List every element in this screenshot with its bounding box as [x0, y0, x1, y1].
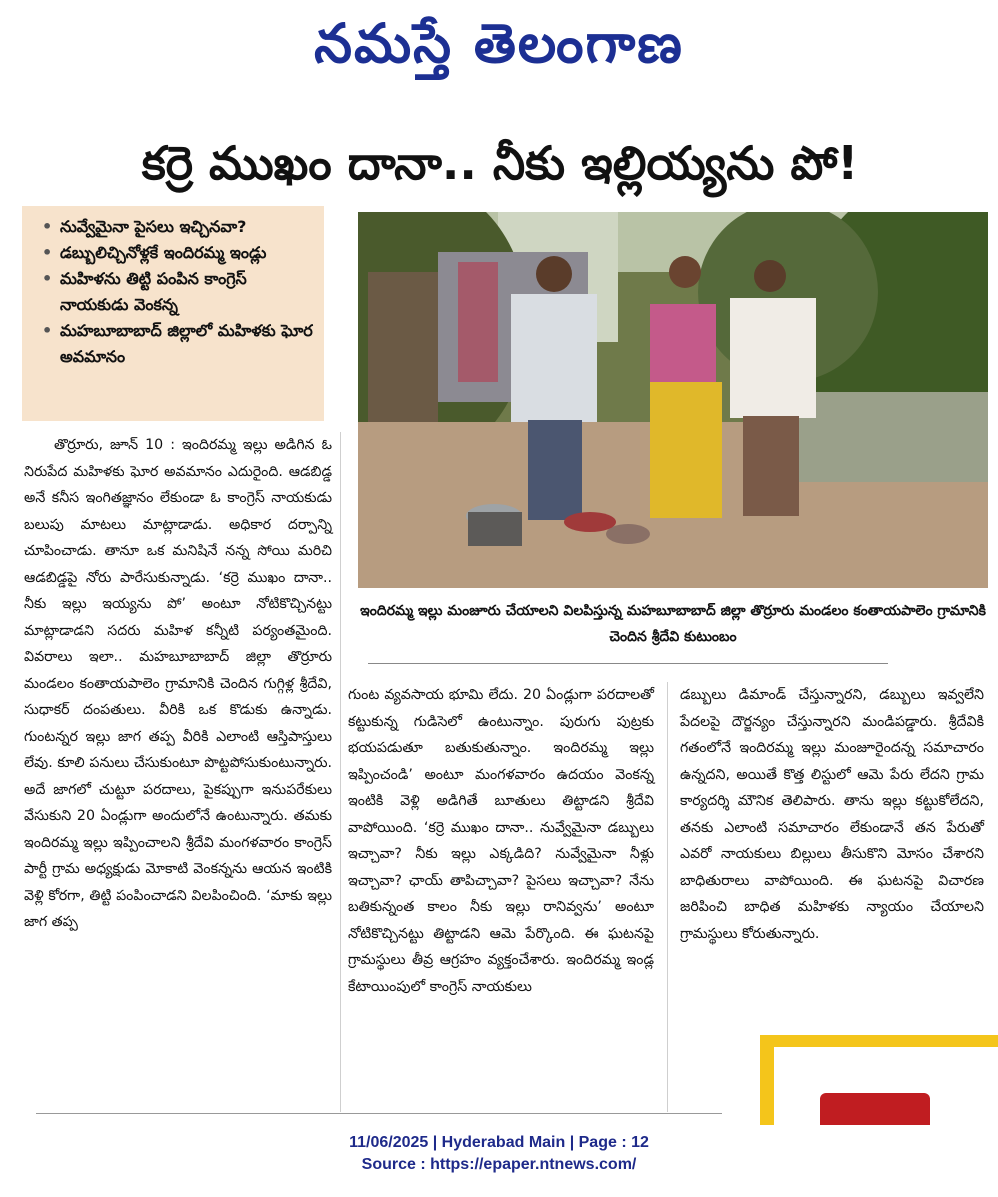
family-photo — [358, 212, 988, 588]
advertisement-snippet — [760, 1035, 998, 1125]
footer-edition-info: 11/06/2025 | Hyderabad Main | Page : 12 — [349, 1134, 649, 1151]
article-headline: కర్రె ముఖం దానా.. నీకు ఇల్లియ్యను పో! — [141, 136, 859, 190]
photo-caption: ఇందిరమ్మ ఇల్లు మంజూరు చేయాలని విలపిస్తున్న మహబూబాబాద్ జిల్లా తొర్రూరు మండలం కంతాయపాలెం గ్రామానికి చెందిన శ్రీదేవి కుటుంబం — [360, 603, 986, 645]
advertisement-product — [820, 1093, 930, 1125]
article-column-2: గుంట వ్యవసాయ భూమి లేదు. 20 ఏండ్లుగా పరదాలతో కట్టుకున్న గుడిసెలో ఉంటున్నాం. పురుగు పుట్రకు భయపడుతూ బతుకుతున్నాం. ఇందిరమ్మ ఇల్లు ఇప్పించండి’ అంటూ మంగళవారం ఉదయం వెంకన్న ఇంటికి వెళ్లి అడిగితే బూతులు తిట్టాడని శ్రీదేవి వాపోయింది. ‘కర్రె ముఖం దానా.. నువ్వేమైనా డబ్బులు ఇచ్చావా? నీకు ఇల్లు ఎక్కడిది? నువ్వేమైనా నీళ్లు ఇచ్చావా? ఛాయ్ తాపిచ్చావా? పైసలు ఇచ్చావా? నేను బతికున్నంత కాలం నీకు ఇల్లు రానివ్వను’ అంటూ నోటికొచ్చినట్టు తిట్టాడని ఆమె పేర్కొంది. ఈ ఘటనపై గ్రామస్థులు తీవ్ర ఆగ్రహం వ్యక్తంచేశారు. ఇందిరమ్మ ఇండ్ల కేటాయింపులో కాంగ్రెస్ నాయకులు — [348, 687, 654, 995]
highlight-item: • నువ్వేమైనా పైసలు ఇచ్చినవా? — [40, 214, 314, 240]
highlight-item: • మహిళను తిట్టి పంపిన కాంగ్రెస్ నాయకుడు వెంకన్న — [40, 266, 314, 318]
column-divider — [667, 682, 668, 1112]
page-footer — [0, 1132, 998, 1176]
article-column-1: తొర్రూరు, జూన్ 10 : ఇందిరమ్మ ఇల్లు అడిగిన ఓ నిరుపేద మహిళకు ఘోర అవమానం ఎదురైంది. ఆడబిడ్డ అనే కనీస ఇంగితజ్ఞానం లేకుండా ఓ కాంగ్రెస్ నాయకుడు బలుపు మాటలు మాట్లాడాడు. అధికార దర్పాన్ని చూపించాడు. తానూ ఒక మనిషినే నన్న సోయి మరిచి ఆడబిడ్డపై నోరు పారేసుకున్నాడు. ‘కర్రె ముఖం దానా.. నీకు ఇల్లు ఇయ్యను పో’ అంటూ నోటికొచ్చినట్టు మాట్లాడాడని సదరు మహిళ కన్నీటి పర్యంతమైంది. వివరాలు ఇలా.. మహబూబాబాద్ జిల్లా తొర్రూరు మండలం కంతాయపాలెం గ్రామానికి చెందిన గుగ్గిళ్ల శ్రీదేవి, సుధాకర్ దంపతులు. వీరికి ఒక కొడుకు ఉన్నాడు. గుంటన్నర ఇల్లు జాగ తప్ప వీరికి ఎలాంటి ఆస్తిపాస్తులు లేవు. కూలి పనులు చేసుకుంటూ పొట్టపోసుకుంటున్నారు. అదే జాగలో చుట్టూ పరదాలు, పైకప్పుగా ఇనుపరేకులు వేసుకుని 20 ఏండ్లుగా అందులోనే ఉంటున్నారు. తమకు ఇందిరమ్మ ఇల్లు ఇప్పించాలని శ్రీదేవి మంగళవారం కాంగ్రెస్ పార్టీ గ్రామ అధ్యక్షుడు మోకాటి వెంకన్నను ఆయన ఇంటికి వెళ్లి కోరగా, తిట్టి పంపించాడని విలపించింది. ‘మాకు ఇల్లు జాగ తప్ప — [24, 437, 332, 930]
column-divider — [340, 432, 341, 1112]
newspaper-masthead: నమస్తే తెలంగాణ — [314, 12, 684, 75]
article-column-3: డబ్బులు డిమాండ్ చేస్తున్నారని, డబ్బులు ఇవ్వలేని పేదలపై దౌర్జన్యం చేస్తున్నారని మండిపడ్డారు. శ్రీదేవికి గతంలోనే ఇందిరమ్మ ఇల్లు మంజూరైందన్న సమాచారం ఉన్నదని, అయితే కొత్త లిస్టులో ఆమె పేరు లేదని గ్రామ కార్యదర్శి మౌనిక తెలిపారు. తాను ఇల్లు కట్టుకోలేదని, తనకు ఎలాంటి సమాచారం లేకుండానే తన పేరుతో ఎవరో నాయకులు బిల్లులు తీసుకొని మోసం చేశారని బాధితురాలు వాపోయింది. ఈ ఘటనపై విచారణ జరిపించి బాధిత మహిళకు న్యాయం చేయాలని గ్రామస్థులు కోరుతున్నారు. — [680, 687, 984, 942]
highlight-item: • మహబూబాబాద్ జిల్లాలో మహిళకు ఘోర అవమానం — [40, 318, 314, 370]
highlights-box — [22, 206, 324, 421]
article-bottom-divider — [36, 1113, 722, 1114]
footer-source-link[interactable]: Source : https://epaper.ntnews.com/ — [361, 1156, 637, 1173]
caption-divider — [368, 663, 888, 664]
highlight-item: • డబ్బులిచ్చినోళ్లకే ఇందిరమ్మ ఇండ్లు — [40, 240, 314, 266]
